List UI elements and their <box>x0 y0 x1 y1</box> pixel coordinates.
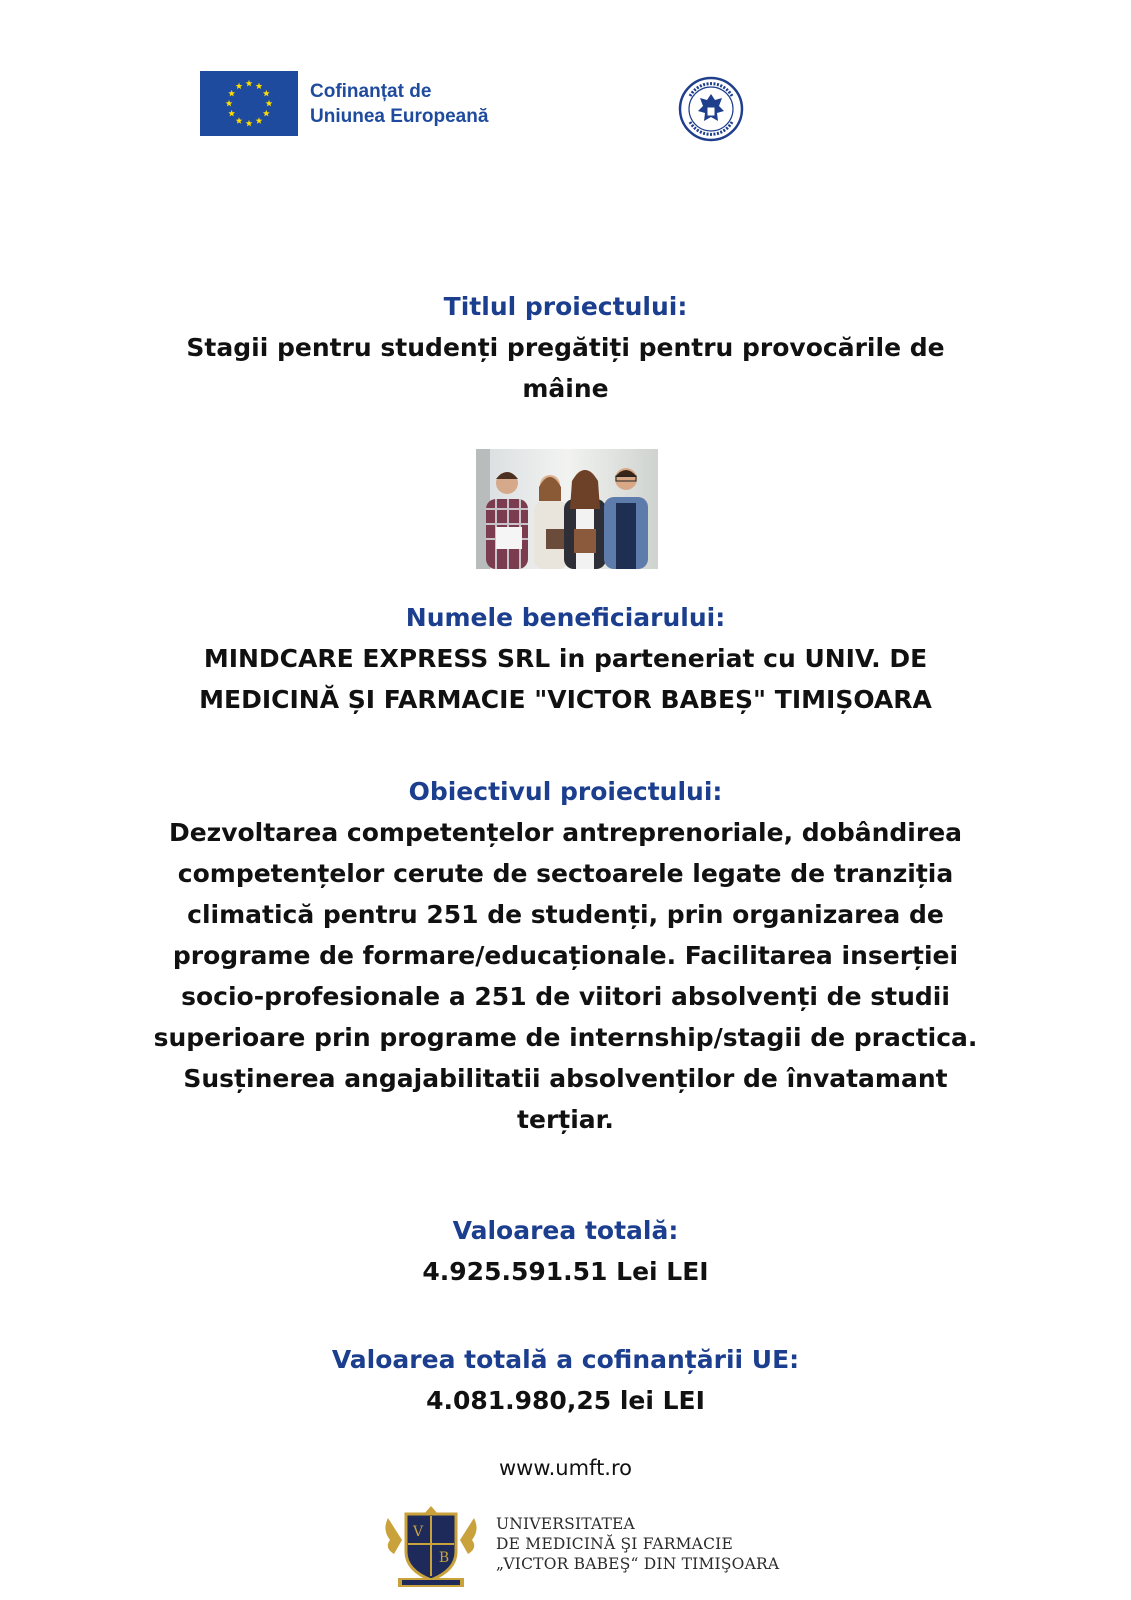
objective-line: socio-profesionale a 251 de viitori absolvenți de studii <box>181 982 950 1011</box>
objective-line: programe de formare/educaționale. Facilitarea inserției <box>172 941 959 970</box>
beneficiary-line: MINDCARE EXPRESS SRL in parteneriat cu UNIV. DE <box>203 644 928 673</box>
eu-flag-icon <box>200 71 298 136</box>
eu-star-icon <box>266 100 273 107</box>
students-photo <box>476 449 658 569</box>
objective-line: superioare prin programe de internship/stagii de practica. <box>153 1023 978 1052</box>
eu-star-icon <box>263 90 270 97</box>
website-link[interactable]: www.umft.ro <box>499 1456 632 1480</box>
beneficiary-section <box>0 597 1131 720</box>
beneficiary-line: MEDICINĂ ȘI FARMACIE "VICTOR BABEȘ" TIMIȘOARA <box>199 685 932 714</box>
umft-crest-icon <box>380 1500 482 1588</box>
eu-star-icon <box>246 80 253 87</box>
eu-star-icon <box>228 90 235 97</box>
project-title-section <box>0 286 1131 409</box>
umft-university-logo <box>380 1500 779 1588</box>
project-title-label: Titlul proiectului: <box>443 292 688 321</box>
beneficiary-label: Numele beneficiarului: <box>405 603 726 632</box>
eu-logo-line2: Uniunea Europeană <box>310 105 489 127</box>
objective-line: climatică pentru 251 de studenți, prin organizarea de <box>187 900 944 929</box>
umft-logo-line1: UNIVERSITATEA <box>496 1515 635 1533</box>
eu-star-icon <box>228 110 235 117</box>
eu-star-icon <box>236 117 243 124</box>
eu-star-icon <box>236 83 243 90</box>
total-value-label: Valoarea totală: <box>452 1216 679 1245</box>
project-title-line: mâine <box>522 374 609 403</box>
umft-logo-line3: „VICTOR BABEŞ“ DIN TIMIŞOARA <box>496 1555 780 1573</box>
total-value-amount: 4.925.591.51 Lei LEI <box>422 1257 709 1286</box>
eu-cofinancing-logo <box>200 71 488 136</box>
eu-cofinancing-label: Valoarea totală a cofinanțării UE: <box>331 1345 800 1374</box>
svg-text:B: B <box>438 1550 450 1566</box>
eu-star-icon <box>256 83 263 90</box>
romanian-government-seal-icon <box>678 76 744 142</box>
objective-line: Susținerea angajabilitatii absolvenților de învatamant <box>183 1064 948 1093</box>
project-title-line: Stagii pentru studenți pregătiți pentru provocările de <box>186 333 945 362</box>
eu-cofinancing-section <box>0 1339 1131 1421</box>
objective-section <box>0 771 1131 1140</box>
umft-logo-text <box>496 1514 779 1574</box>
svg-text:V: V <box>412 1524 424 1540</box>
eu-logo-line1: Cofinanțat de <box>310 80 432 102</box>
eu-star-icon <box>263 110 270 117</box>
objective-line: competențelor cerute de sectoarele legate de tranziția <box>177 859 954 888</box>
objective-line: terțiar. <box>517 1105 614 1134</box>
objective-label: Obiectivul proiectului: <box>408 777 723 806</box>
eu-logo-text <box>310 79 488 129</box>
eu-star-icon <box>256 117 263 124</box>
eu-cofinancing-amount: 4.081.980,25 lei LEI <box>426 1386 705 1415</box>
eu-star-icon <box>246 120 253 127</box>
eu-star-icon <box>226 100 233 107</box>
umft-logo-line2: DE MEDICINĂ ŞI FARMACIE <box>496 1535 733 1553</box>
objective-line: Dezvoltarea competențelor antreprenoriale, dobândirea <box>168 818 963 847</box>
total-value-section <box>0 1210 1131 1292</box>
